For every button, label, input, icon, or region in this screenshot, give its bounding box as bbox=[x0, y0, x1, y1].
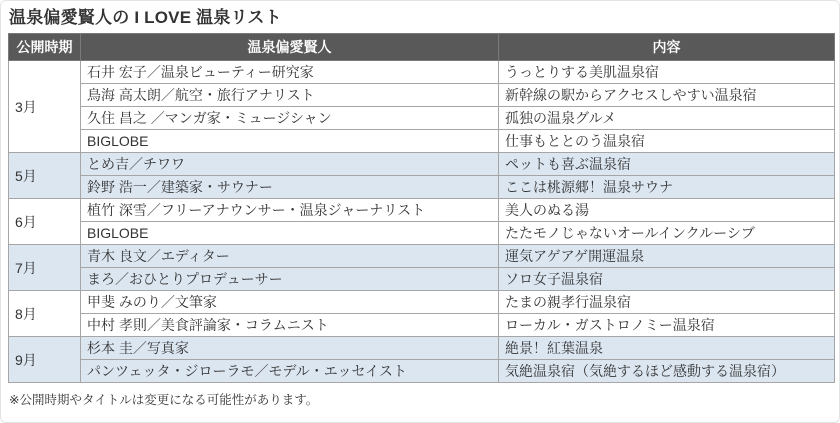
group-march bbox=[9, 61, 835, 153]
table-row bbox=[9, 61, 835, 84]
footnote: ※公開時期やタイトルは変更になる可能性があります。 bbox=[9, 393, 319, 407]
expert-cell: 杉本 圭／写真家 bbox=[81, 337, 499, 360]
group-july bbox=[9, 245, 835, 291]
content-cell: うっとりする美肌温泉宿 bbox=[499, 61, 835, 84]
onsen-table bbox=[8, 33, 835, 383]
table-row bbox=[9, 222, 835, 245]
month-cell: 3月 bbox=[9, 61, 81, 153]
table-row bbox=[9, 84, 835, 107]
expert-cell: 植竹 深雪／フリーアナウンサー・温泉ジャーナリスト bbox=[81, 199, 499, 222]
group-may bbox=[9, 153, 835, 199]
content-cell: たたモノじゃないオールインクルーシブ bbox=[499, 222, 835, 245]
expert-cell: 中村 孝則／美食評論家・コラムニスト bbox=[81, 314, 499, 337]
content-cell: 新幹線の駅からアクセスしやすい温泉宿 bbox=[499, 84, 835, 107]
table-row bbox=[9, 291, 835, 314]
table-row bbox=[9, 360, 835, 383]
page-title: 温泉偏愛賢人の I LOVE 温泉リスト bbox=[9, 8, 282, 27]
table-row bbox=[9, 176, 835, 199]
content-cell: ローカル・ガストロノミー温泉宿 bbox=[499, 314, 835, 337]
content-cell: 絶景！紅葉温泉 bbox=[499, 337, 835, 360]
month-cell: 9月 bbox=[9, 337, 81, 383]
col-header-content: 内容 bbox=[499, 34, 835, 61]
month-cell: 8月 bbox=[9, 291, 81, 337]
group-august bbox=[9, 291, 835, 337]
header-row bbox=[9, 34, 835, 61]
col-header-month: 公開時期 bbox=[9, 34, 81, 61]
content-cell: たまの親孝行温泉宿 bbox=[499, 291, 835, 314]
month-cell: 6月 bbox=[9, 199, 81, 245]
expert-cell: とめ吉／チワワ bbox=[81, 153, 499, 176]
expert-cell: 久住 昌之 ／マンガ家・ミュージシャン bbox=[81, 107, 499, 130]
content-cell: ここは桃源郷！温泉サウナ bbox=[499, 176, 835, 199]
expert-cell: 鈴野 浩一／建築家・サウナー bbox=[81, 176, 499, 199]
col-header-expert: 温泉偏愛賢人 bbox=[81, 34, 499, 61]
content-cell: 気絶温泉宿（気絶するほど感動する温泉宿） bbox=[499, 360, 835, 383]
group-june bbox=[9, 199, 835, 245]
content-cell: 仕事もととのう温泉宿 bbox=[499, 130, 835, 153]
table-row bbox=[9, 268, 835, 291]
expert-cell: 石井 宏子／温泉ビューティー研究家 bbox=[81, 61, 499, 84]
expert-cell: 青木 良文／エディター bbox=[81, 245, 499, 268]
group-september bbox=[9, 337, 835, 383]
content-cell: ペットも喜ぶ温泉宿 bbox=[499, 153, 835, 176]
content-cell: 美人のぬる湯 bbox=[499, 199, 835, 222]
expert-cell: 甲斐 みのり／文筆家 bbox=[81, 291, 499, 314]
table-row bbox=[9, 337, 835, 360]
expert-cell: 鳥海 高太朗／航空・旅行アナリスト bbox=[81, 84, 499, 107]
month-cell: 7月 bbox=[9, 245, 81, 291]
expert-cell: まろ／おひとりプロデューサー bbox=[81, 268, 499, 291]
table-row bbox=[9, 153, 835, 176]
expert-cell: BIGLOBE bbox=[81, 222, 499, 245]
expert-cell: パンツェッタ・ジローラモ／モデル・エッセイスト bbox=[81, 360, 499, 383]
content-cell: ソロ女子温泉宿 bbox=[499, 268, 835, 291]
content-cell: 運気アゲアゲ開運温泉 bbox=[499, 245, 835, 268]
table-row bbox=[9, 199, 835, 222]
expert-cell: BIGLOBE bbox=[81, 130, 499, 153]
table-row bbox=[9, 107, 835, 130]
table-row bbox=[9, 245, 835, 268]
table-row bbox=[9, 314, 835, 337]
content-cell: 孤独の温泉グルメ bbox=[499, 107, 835, 130]
month-cell: 5月 bbox=[9, 153, 81, 199]
table-row bbox=[9, 130, 835, 153]
